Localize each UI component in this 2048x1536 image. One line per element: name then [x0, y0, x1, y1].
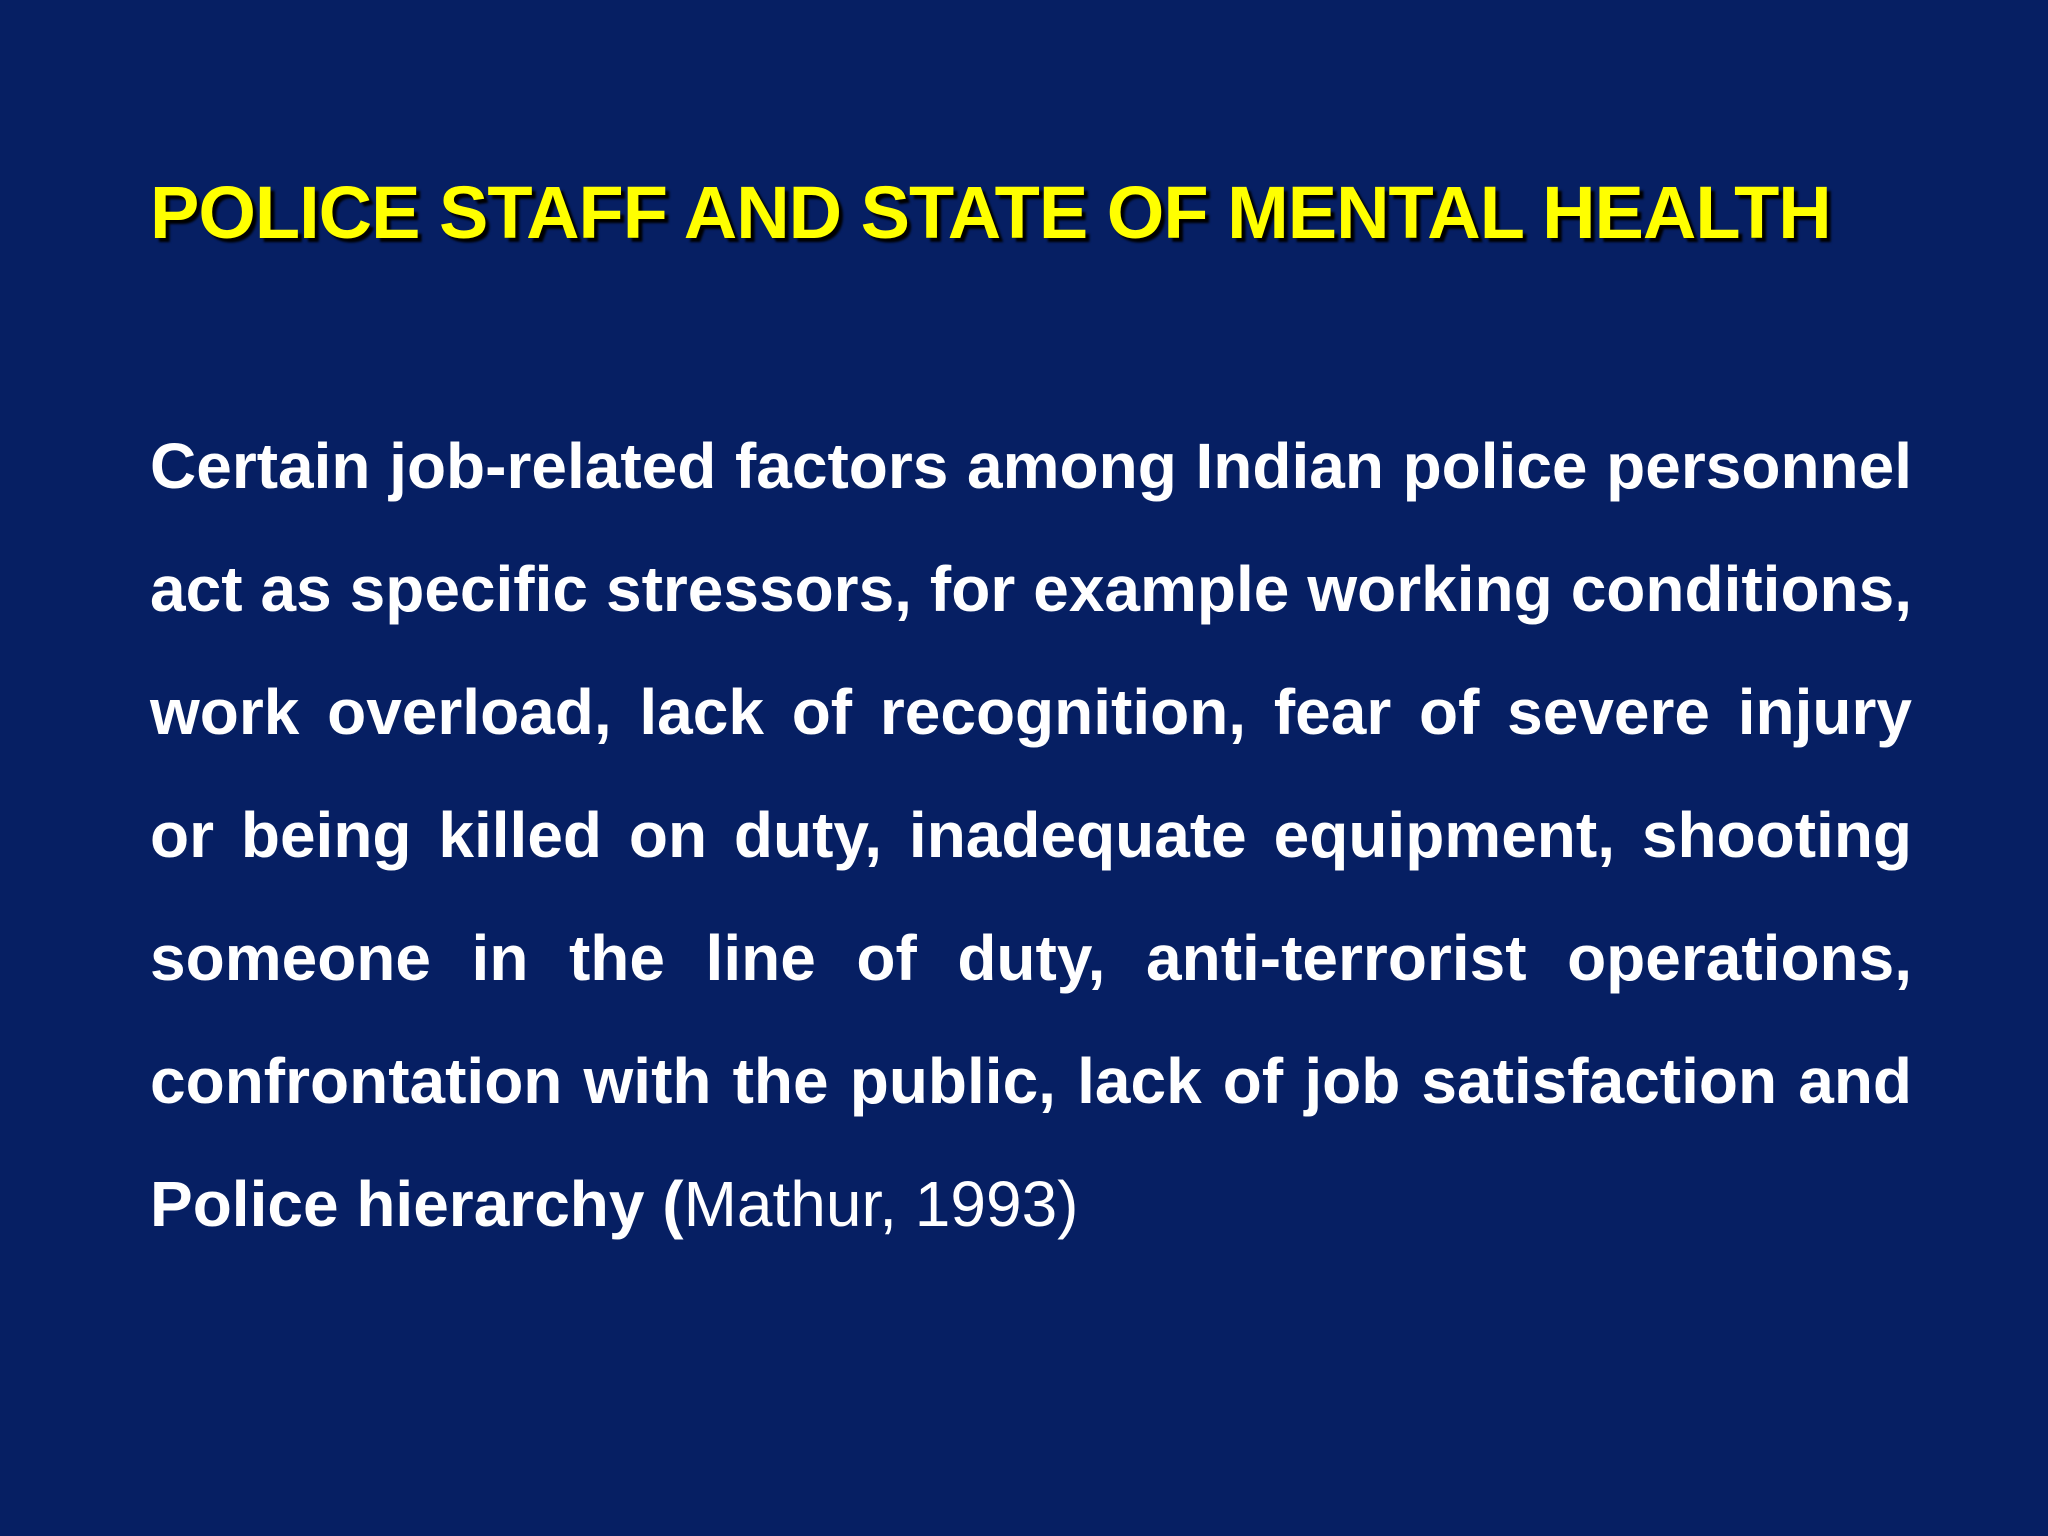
- slide-body: [150, 405, 1912, 1266]
- citation: Mathur, 1993): [683, 1168, 1079, 1240]
- body-text: Certain job-related factors among Indian police personnel act as specific stressors, for example working conditions, work overload, lack of recognition, fear of severe injury or being killed on duty, inadequate equipment, shooting someone in the line of duty, anti-terrorist operations, confrontation with the public, lack of job satisfaction and Police hierarchy (: [150, 430, 1912, 1240]
- slide-title: POLICE STAFF AND STATE OF MENTAL HEALTH: [150, 171, 1831, 254]
